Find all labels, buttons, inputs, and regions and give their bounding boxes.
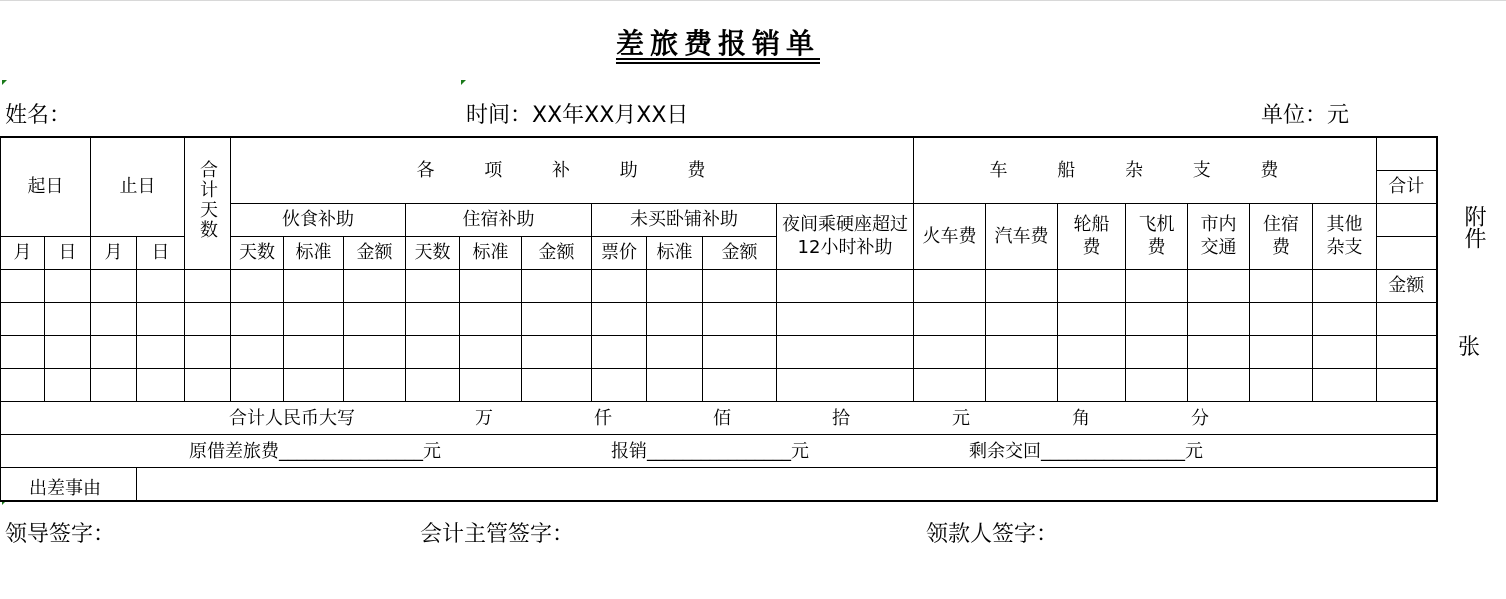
table-cell[interactable] bbox=[406, 335, 460, 368]
table-cell[interactable] bbox=[1377, 335, 1437, 368]
form-title: 差旅费报销单 bbox=[615, 27, 820, 60]
unit-shi: 拾 bbox=[832, 407, 850, 429]
bus-fee-header: 汽车费 bbox=[986, 203, 1058, 269]
table-cell[interactable] bbox=[592, 302, 647, 335]
table-cell[interactable] bbox=[522, 335, 592, 368]
unit-wan: 万 bbox=[475, 407, 493, 429]
expense-table bbox=[0, 136, 1438, 502]
cell-comment-marker bbox=[2, 80, 7, 85]
table-cell[interactable] bbox=[914, 368, 986, 401]
table-cell[interactable] bbox=[45, 269, 91, 302]
table-cell[interactable] bbox=[914, 335, 986, 368]
table-cell[interactable] bbox=[703, 335, 777, 368]
table-cell[interactable] bbox=[284, 269, 344, 302]
end-date-header: 止日 bbox=[91, 137, 185, 236]
table-cell[interactable] bbox=[647, 269, 703, 302]
table-cell[interactable] bbox=[91, 335, 137, 368]
unit-qian: 仟 bbox=[594, 407, 612, 429]
unit-yuan: 元 bbox=[952, 407, 970, 429]
start-day-header: 日 bbox=[45, 236, 91, 269]
meal-standard-header: 标准 bbox=[284, 236, 344, 269]
table-cell[interactable] bbox=[460, 269, 522, 302]
start-date-header: 起日 bbox=[1, 137, 91, 236]
table-cell[interactable] bbox=[185, 302, 231, 335]
table-row bbox=[1, 335, 1437, 368]
table-cell[interactable] bbox=[1126, 368, 1188, 401]
table-cell[interactable] bbox=[344, 335, 406, 368]
table-cell[interactable] bbox=[1058, 269, 1126, 302]
table-cell[interactable] bbox=[1377, 302, 1437, 335]
table-cell[interactable] bbox=[137, 302, 185, 335]
table-cell[interactable] bbox=[1, 335, 45, 368]
advance-row[interactable] bbox=[1, 434, 1437, 467]
ticket-price-header: 票价 bbox=[592, 236, 647, 269]
attachment-label: 附件 bbox=[1461, 205, 1486, 249]
table-cell[interactable] bbox=[45, 368, 91, 401]
trip-reason-field[interactable] bbox=[137, 467, 1437, 501]
unit-bai: 佰 bbox=[713, 407, 731, 429]
table-cell[interactable] bbox=[1250, 269, 1313, 302]
table-cell[interactable] bbox=[1126, 269, 1188, 302]
sleeper-standard-header: 标准 bbox=[647, 236, 703, 269]
train-fee-header: 火车费 bbox=[914, 203, 986, 269]
table-cell[interactable] bbox=[1188, 269, 1250, 302]
table-cell[interactable] bbox=[344, 368, 406, 401]
table-cell[interactable] bbox=[1313, 335, 1377, 368]
table-cell[interactable] bbox=[592, 335, 647, 368]
table-cell[interactable] bbox=[1, 368, 45, 401]
table-cell[interactable] bbox=[460, 302, 522, 335]
table-cell[interactable] bbox=[1058, 302, 1126, 335]
unit-jiao: 角 bbox=[1072, 407, 1090, 429]
table-cell[interactable] bbox=[406, 269, 460, 302]
table-cell[interactable] bbox=[1313, 269, 1377, 302]
accounting-head-signature-label: 会计主管签字： bbox=[420, 522, 575, 547]
attachment-unit: 张 bbox=[1458, 335, 1481, 360]
table-cell[interactable] bbox=[137, 368, 185, 401]
table-cell[interactable] bbox=[522, 368, 592, 401]
unit-fen: 分 bbox=[1191, 407, 1209, 429]
transport-group-header: 车 船 杂 支 费 bbox=[914, 137, 1377, 203]
table-cell[interactable] bbox=[231, 302, 284, 335]
flight-fee-header: 飞机费 bbox=[1126, 203, 1188, 269]
end-day-header: 日 bbox=[137, 236, 185, 269]
table-cell[interactable] bbox=[914, 302, 986, 335]
rmb-total-row[interactable] bbox=[1, 401, 1437, 434]
table-cell[interactable] bbox=[1188, 335, 1250, 368]
table-cell[interactable] bbox=[703, 302, 777, 335]
table-cell[interactable] bbox=[137, 335, 185, 368]
table-cell[interactable] bbox=[1, 302, 45, 335]
rmb-uppercase-label: 合计人民币大写 bbox=[229, 407, 355, 429]
payee-signature-label: 领款人签字： bbox=[926, 522, 1059, 547]
table-cell[interactable] bbox=[344, 302, 406, 335]
table-cell[interactable] bbox=[592, 368, 647, 401]
table-cell[interactable] bbox=[1250, 335, 1313, 368]
lodging-days-header: 天数 bbox=[406, 236, 460, 269]
total-days-header: 合计天数 bbox=[185, 137, 231, 269]
borrowed-travel-fee: 原借差旅费________________元 bbox=[189, 440, 441, 462]
table-cell[interactable] bbox=[777, 335, 914, 368]
trip-reason-label: 出差事由 bbox=[1, 467, 137, 501]
table-cell[interactable] bbox=[406, 302, 460, 335]
table-cell[interactable] bbox=[1250, 368, 1313, 401]
unit-label: 单位：元 bbox=[1261, 103, 1350, 128]
table-cell[interactable] bbox=[986, 335, 1058, 368]
table-cell[interactable] bbox=[231, 269, 284, 302]
cell-comment-marker bbox=[461, 80, 466, 85]
total-blank-cell bbox=[1377, 203, 1437, 236]
no-sleeper-subsidy-header: 未买卧铺补助 bbox=[592, 203, 777, 236]
subsidy-group-header: 各 项 补 助 费 bbox=[231, 137, 914, 203]
table-cell[interactable] bbox=[986, 368, 1058, 401]
returned-balance: 剩余交回________________元 bbox=[969, 440, 1203, 462]
table-cell[interactable] bbox=[185, 335, 231, 368]
table-cell[interactable] bbox=[91, 302, 137, 335]
table-cell[interactable] bbox=[406, 368, 460, 401]
lodging-amount-header: 金额 bbox=[522, 236, 592, 269]
table-cell[interactable] bbox=[777, 269, 914, 302]
table-cell[interactable] bbox=[1058, 368, 1126, 401]
table-cell[interactable] bbox=[45, 302, 91, 335]
start-month-header: 月 bbox=[1, 236, 45, 269]
table-cell[interactable] bbox=[45, 335, 91, 368]
meal-amount-header: 金额 bbox=[344, 236, 406, 269]
city-transport-header: 市内交通 bbox=[1188, 203, 1250, 269]
table-cell[interactable] bbox=[1188, 302, 1250, 335]
sleeper-amount-header: 金额 bbox=[703, 236, 777, 269]
time-label: 时间：XX年XX月XX日 bbox=[466, 103, 689, 128]
leader-signature-label: 领导签字： bbox=[5, 522, 116, 547]
table-cell[interactable] bbox=[231, 335, 284, 368]
table-row bbox=[1, 368, 1437, 401]
total-header: 合计 bbox=[1377, 170, 1437, 203]
table-cell[interactable] bbox=[592, 269, 647, 302]
total-blank-cell bbox=[1377, 137, 1437, 170]
ship-fee-header: 轮船费 bbox=[1058, 203, 1126, 269]
table-cell[interactable] bbox=[1, 269, 45, 302]
table-cell[interactable] bbox=[986, 269, 1058, 302]
meal-days-header: 天数 bbox=[231, 236, 284, 269]
table-cell[interactable] bbox=[1058, 335, 1126, 368]
table-cell[interactable] bbox=[1313, 302, 1377, 335]
lodging-fee-header: 住宿费 bbox=[1250, 203, 1313, 269]
table-cell[interactable] bbox=[1377, 368, 1437, 401]
table-cell[interactable] bbox=[1126, 335, 1188, 368]
lodging-standard-header: 标准 bbox=[460, 236, 522, 269]
table-cell[interactable] bbox=[91, 269, 137, 302]
table-cell[interactable] bbox=[777, 368, 914, 401]
table-cell[interactable] bbox=[284, 335, 344, 368]
table-cell[interactable] bbox=[522, 269, 592, 302]
table-cell[interactable] bbox=[1250, 302, 1313, 335]
table-cell[interactable] bbox=[703, 269, 777, 302]
table-cell[interactable] bbox=[777, 302, 914, 335]
lodging-subsidy-header: 住宿补助 bbox=[406, 203, 592, 236]
other-misc-header: 其他杂支 bbox=[1313, 203, 1377, 269]
table-row bbox=[1, 269, 1437, 302]
table-cell[interactable] bbox=[460, 368, 522, 401]
table-cell[interactable] bbox=[185, 269, 231, 302]
table-cell[interactable] bbox=[914, 269, 986, 302]
table-row bbox=[1, 302, 1437, 335]
table-cell[interactable] bbox=[647, 335, 703, 368]
name-label: 姓名： bbox=[5, 103, 72, 128]
table-cell[interactable] bbox=[460, 335, 522, 368]
table-cell[interactable] bbox=[137, 269, 185, 302]
meal-subsidy-header: 伙食补助 bbox=[231, 203, 406, 236]
table-cell[interactable] bbox=[986, 302, 1058, 335]
table-cell[interactable] bbox=[703, 368, 777, 401]
end-month-header: 月 bbox=[91, 236, 137, 269]
table-cell[interactable] bbox=[647, 368, 703, 401]
night-seat-subsidy-header: 夜间乘硬座超过12小时补助 bbox=[777, 203, 914, 269]
sheet-top-border bbox=[0, 0, 1506, 1]
table-cell[interactable] bbox=[344, 269, 406, 302]
table-cell[interactable] bbox=[647, 302, 703, 335]
table-cell[interactable] bbox=[1126, 302, 1188, 335]
table-cell[interactable] bbox=[284, 368, 344, 401]
total-blank-cell bbox=[1377, 236, 1437, 269]
table-cell[interactable] bbox=[185, 368, 231, 401]
table-cell[interactable] bbox=[1188, 368, 1250, 401]
table-cell[interactable] bbox=[284, 302, 344, 335]
table-cell[interactable] bbox=[1313, 368, 1377, 401]
table-cell[interactable] bbox=[91, 368, 137, 401]
reimbursed-amount: 报销________________元 bbox=[611, 440, 809, 462]
total-amount-label: 金额 bbox=[1377, 269, 1437, 302]
table-cell[interactable] bbox=[522, 302, 592, 335]
table-cell[interactable] bbox=[231, 368, 284, 401]
